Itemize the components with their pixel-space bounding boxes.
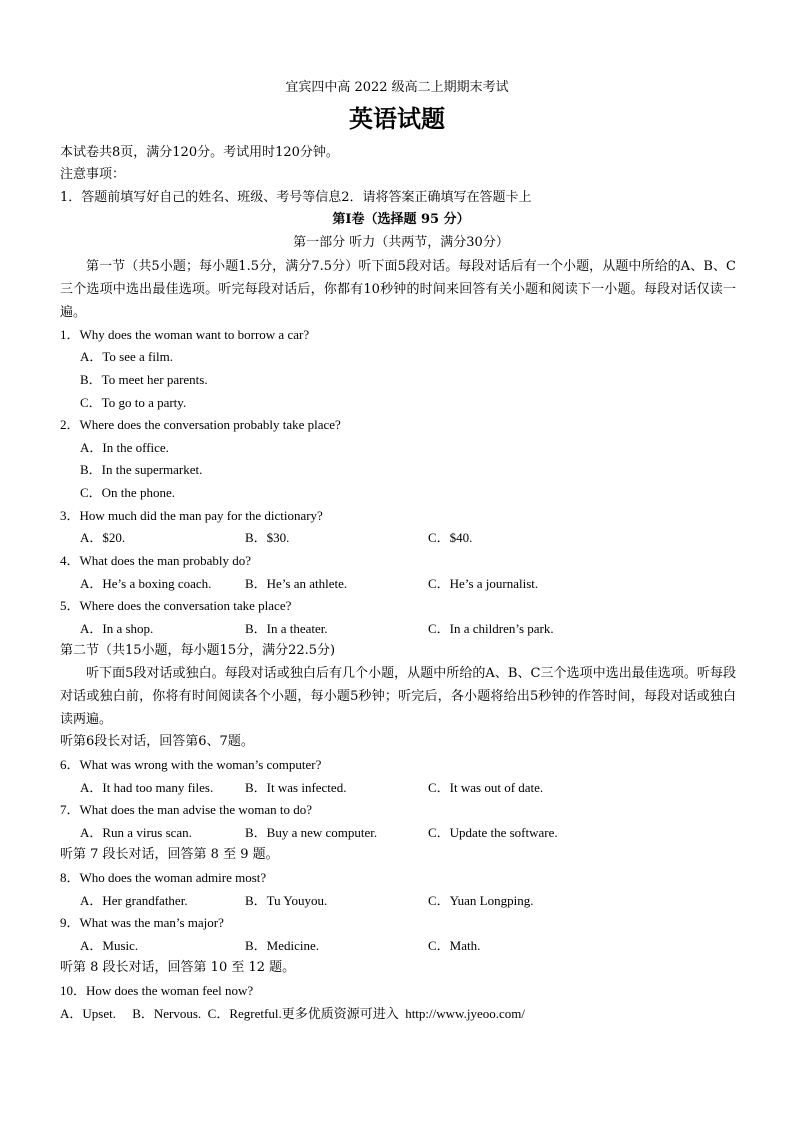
question-stem: 5．Where does the conversation take place? bbox=[60, 598, 292, 613]
question-stem: 1．Why does the woman want to borrow a car? bbox=[60, 327, 310, 342]
option-c: C．Math. bbox=[428, 938, 481, 953]
option-c: C．He’s a journalist. bbox=[428, 576, 539, 591]
notice-item: 1．答题前填写好自己的姓名、班级、考号等信息2．请将答案正确填写在答题卡上 bbox=[60, 190, 532, 205]
option-c: C．It was out of date. bbox=[428, 780, 544, 795]
option-b: B．Medicine. bbox=[245, 938, 320, 953]
option-a: A．It had too many files. bbox=[80, 780, 214, 795]
part-heading: 第一部分 听力（共两节，满分30分） bbox=[293, 235, 509, 250]
section1-instruction: 第一节（共5小题；每小题1.5分，满分7.5分）听下面5段对话。每段对话后有一个小题，从题中所给的A、B、C三个选项中选出最佳选项。听完每段对话后，你都有10秒钟的时间来回答有关小题和阅读下一小题。每段对话仅读一遍。 bbox=[60, 259, 736, 320]
dialog-note: 听第6段长对话，回答第6、7题。 bbox=[60, 734, 254, 749]
question-stem: 4．What does the man probably do? bbox=[60, 553, 251, 568]
question-stem: 7．What does the man advise the woman to do? bbox=[60, 802, 312, 817]
exam-info-line: 本试卷共8页，满分120分。考试用时120分钟。 bbox=[60, 145, 339, 160]
option-a: A．Music. bbox=[80, 938, 139, 953]
option-c: C．Yuan Longping. bbox=[428, 893, 534, 908]
option-c: C．$40. bbox=[428, 530, 473, 545]
question-stem: 6．What was wrong with the woman’s computer? bbox=[60, 757, 322, 772]
question-stem: 9．What was the man’s major? bbox=[60, 915, 224, 930]
option-a: A．Her grandfather. bbox=[80, 893, 188, 908]
option-a: A．Run a virus scan. bbox=[80, 825, 192, 840]
option-a: A．In the office. bbox=[80, 440, 169, 455]
notice-heading: 注意事项： bbox=[60, 167, 126, 182]
options-line: A．Upset. B．Nervous. C．Regretful.更多优质资源可进入 http://www.jyeoo.com/ bbox=[60, 1006, 525, 1021]
question-stem: 2．Where does the conversation probably take place? bbox=[60, 417, 341, 432]
dialog-note: 听第 8 段长对话，回答第 10 至 12 题。 bbox=[60, 960, 296, 975]
option-b: B．$30. bbox=[245, 530, 290, 545]
option-b: B．To meet her parents. bbox=[80, 372, 208, 387]
option-a: A．$20. bbox=[80, 530, 126, 545]
option-b: B．He’s an athlete. bbox=[245, 576, 348, 591]
option-b: B．Buy a new computer. bbox=[245, 825, 378, 840]
option-a: A．He’s a boxing coach. bbox=[80, 576, 212, 591]
option-c: C．In a children’s park. bbox=[428, 621, 554, 636]
section2-heading: 第二节（共15小题，每小题15分，满分22.5分) bbox=[60, 643, 336, 658]
question-stem: 10．How does the woman feel now? bbox=[60, 983, 254, 998]
option-c: C．On the phone. bbox=[80, 485, 175, 500]
question-stem: 8．Who does the woman admire most? bbox=[60, 870, 267, 885]
dialog-note: 听第 7 段长对话，回答第 8 至 9 题。 bbox=[60, 847, 279, 862]
option-c: C．Update the software. bbox=[428, 825, 558, 840]
volume-heading: 第I卷（选择题 95 分） bbox=[332, 212, 470, 227]
option-b: B．It was infected. bbox=[245, 780, 347, 795]
option-a: A．To see a film. bbox=[80, 349, 173, 364]
question-stem: 3．How much did the man pay for the dictionary? bbox=[60, 508, 323, 523]
section2-instruction: 听下面5段对话或独白。每段对话或独白后有几个小题，从题中所给的A、B、C三个选项中选出最佳选项。听每段对话或独白前，你将有时间阅读各个小题，每小题5秒钟；听完后，各小题将给出5秒钟的作答时间，每段对话或独白读两遍。 bbox=[60, 666, 736, 727]
option-c: C．To go to a party. bbox=[80, 395, 187, 410]
option-b: B．In the supermarket. bbox=[80, 462, 203, 477]
option-b: B．In a theater. bbox=[245, 621, 328, 636]
option-b: B．Tu Youyou. bbox=[245, 893, 328, 908]
exam-subtitle: 宜宾四中高 2022 级高二上期期末考试 bbox=[285, 80, 509, 95]
option-a: A．In a shop. bbox=[80, 621, 154, 636]
exam-title: 英语试题 bbox=[349, 105, 445, 133]
